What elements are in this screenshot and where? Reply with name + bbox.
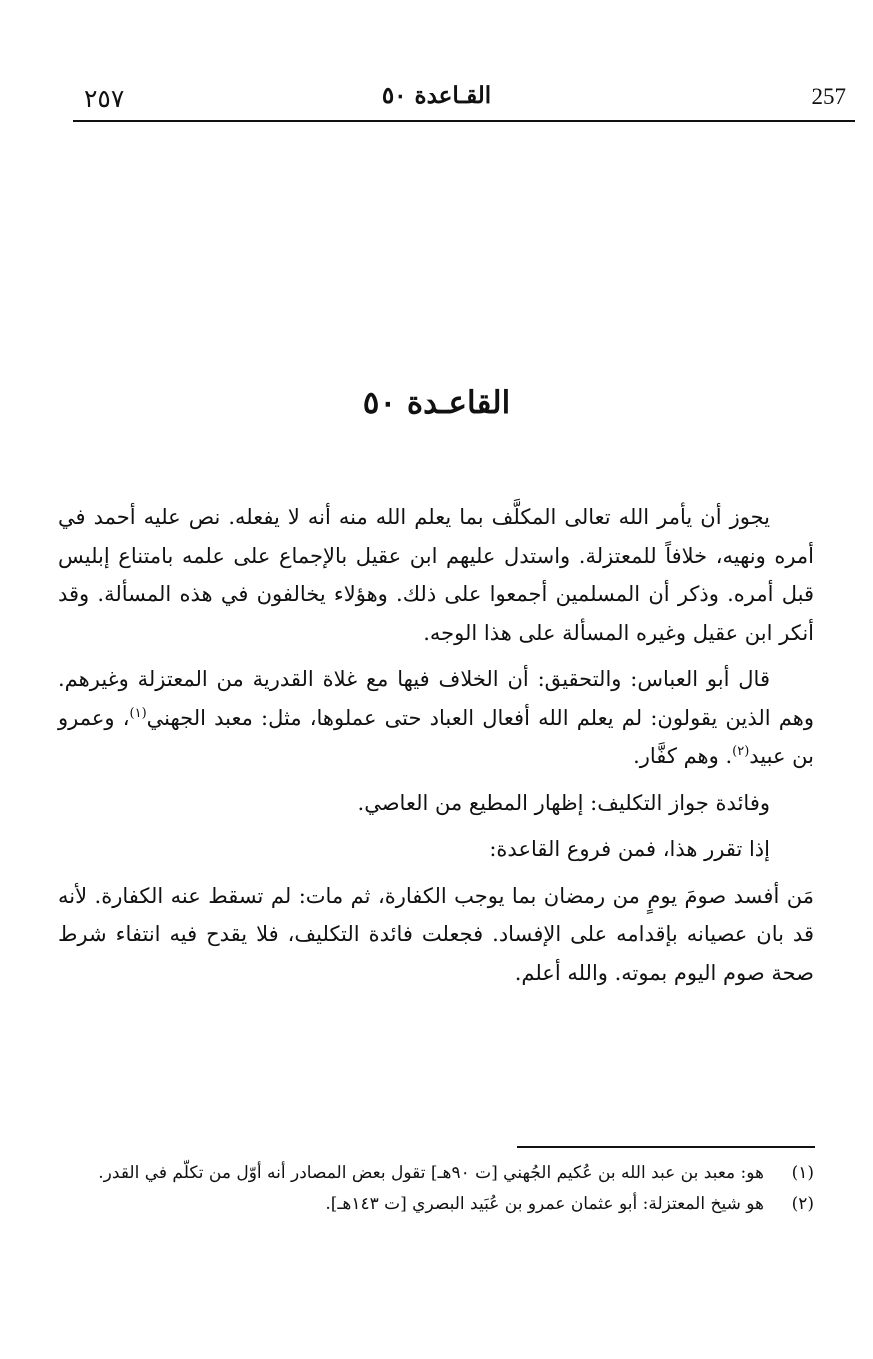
footnote-2 bbox=[58, 1189, 814, 1220]
footnote-ref-2[interactable]: (٢) bbox=[732, 744, 750, 759]
paragraph-5: مَن أفسد صومَ يومٍ من رمضان بما يوجب الكفارة، ثم مات: لم تسقط عنه الكفارة. لأنه قد بان عصيانه بإقدامه على الإفساد. فجعلت فائدة التكليف، فلا يقدح فيه انتفاء شرط صحة صوم اليوم بموته. والله أعلم. bbox=[58, 883, 814, 985]
running-title: القـاعدة ٥٠ bbox=[381, 82, 492, 109]
page-number-arabic: ٢٥٧ bbox=[84, 84, 125, 113]
footnote-1-text: هو: معبد بن عبد الله بن عُكيم الجُهني [ت ٩٠هـ] تقول بعض المصادر أنه أوّل من تكلّم في القدر. bbox=[98, 1163, 764, 1183]
paragraph-3: وفائدة جواز التكليف: إظهار المطيع من العاصي. bbox=[357, 790, 770, 815]
paragraph-2-part2: ، وعمرو بن عبيد bbox=[58, 705, 814, 768]
paragraph-4: إذا تقرر هذا، فمن فروع القاعدة: bbox=[489, 837, 770, 861]
page-number-latin: 257 bbox=[811, 84, 846, 109]
footnote-2-number: (٢) bbox=[791, 1194, 814, 1214]
body-text bbox=[58, 498, 814, 1000]
footnote-2-text: هو شيخ المعتزلة: أبو عثمان عمرو بن عُبَيد البصري [ت ١٤٣هـ]. bbox=[325, 1194, 764, 1214]
footnote-ref-1[interactable]: (١) bbox=[129, 705, 147, 721]
paragraph-2 bbox=[58, 660, 814, 776]
chapter-title: القاعـدة ٥٠ bbox=[362, 385, 511, 421]
paragraph-2-part1: قال أبو العباس: والتحقيق: أن الخلاف فيها مع غلاة القدرية من المعتزلة وغيرهم. وهم الذين يقولون: لم يعلم الله أفعال العباد حتى عملوها، مثل: معبد الجهني bbox=[58, 667, 814, 730]
header-rule bbox=[73, 120, 855, 122]
paragraph-2-part3: . وهم كفَّار. bbox=[633, 744, 733, 768]
footnote-rule bbox=[517, 1146, 815, 1148]
footnote-1 bbox=[58, 1158, 814, 1189]
footnote-1-number: (١) bbox=[791, 1163, 814, 1183]
paragraph-1: يجوز أن يأمر الله تعالى المكلَّف بما يعلم الله منه أنه لا يفعله. نص عليه أحمد في أمره ونهيه، خلافاً للمعتزلة. واستدل عليهم ابن عقيل بالإجماع على علمه بامتناع إبليس قبل أمره. وذكر أن المسلمين أجمعوا على ذلك. وهؤلاء يخالفون في هذه المسألة. وقد أنكر ابن عقيل وغيره المسألة على هذا الوجه. bbox=[58, 505, 814, 645]
footnotes bbox=[58, 1158, 814, 1220]
